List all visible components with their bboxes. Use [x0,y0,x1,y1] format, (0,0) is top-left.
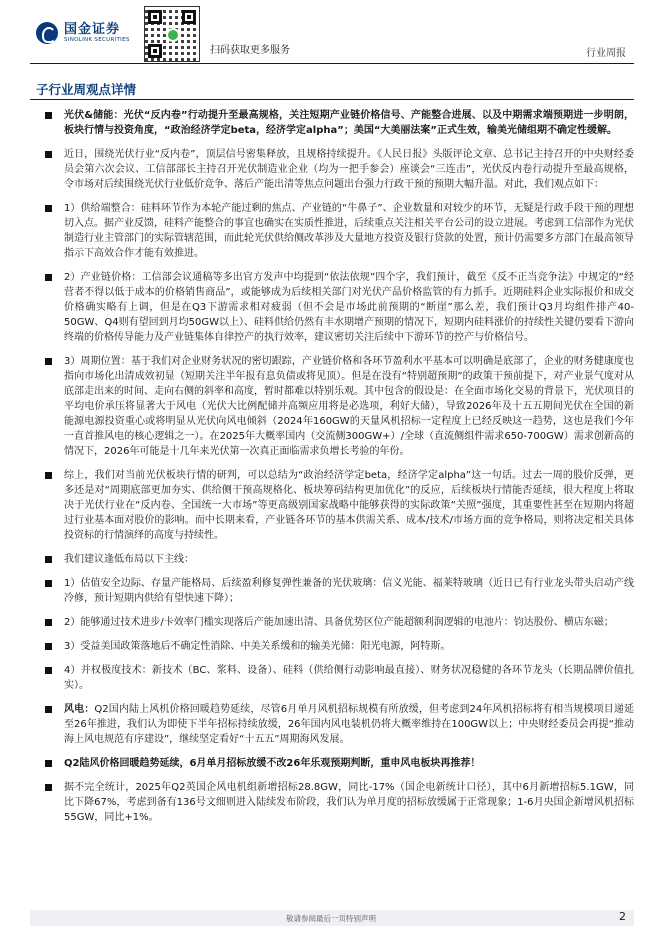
bullet-paragraph [44,639,634,654]
square-bullet-icon [45,667,52,674]
bullet-paragraph [44,552,634,567]
logo-name-cn: 国金证券 [64,22,121,37]
wechat-mini-program-icon [166,28,180,42]
paragraph-text: 2）能够通过技术进步/卡效率门槛实现落后产能加速出清、具备优势区位产能超额利润逻辑的电池片：钧达股份、横店东磁； [64,617,614,628]
square-bullet-icon [45,580,52,587]
paragraph-text: Q2陆风价格回暖趋势延续，6月单月招标放缓不改26年乐观预期判断，重申风电板块再推荐！ [64,758,481,769]
square-bullet-icon [45,205,52,212]
square-bullet-icon [45,556,52,563]
scan-prompt: 扫码获取更多服务 [210,45,290,56]
square-bullet-icon [45,151,52,158]
report-body [44,108,634,834]
page-footer [0,902,662,936]
paragraph-text: 3）受益美国政策落地后不确定性消除、中美关系缓和的输美光储：阳光电源，阿特斯。 [64,641,451,652]
footer-disclaimer: 敬请参阅最后一页特别声明 [286,914,376,923]
page-number: 2 [619,910,626,923]
logo-name-en: SINOLINK SECURITIES [64,37,130,43]
square-bullet-icon [45,472,52,479]
report-type-label: 行业周报 [586,48,626,59]
bullet-paragraph [44,468,634,543]
bullet-paragraph [44,780,634,825]
square-bullet-icon [45,112,52,119]
paragraph-text: 我们建议逢低布局以下主线： [64,554,194,565]
bullet-paragraph [44,108,634,138]
bullet-paragraph [44,354,634,459]
paragraph-text: 1）估值安全边际、存量产能格局、后续盈利修复弹性兼备的光伏玻璃：信义光能、福莱特玻璃（近日已有行业龙头带头启动产线冷修，预计短期内供给有望快速下降）； [64,578,634,604]
bullet-paragraph [44,147,634,192]
square-bullet-icon [45,784,52,791]
paragraph-text: 2）产业链价格：工信部会议通稿等多出官方发声中均提到“依法依规”四个字，我们预计，截至《反不正当竞争法》中规定的“经营者不得以低于成本的价格销售商品”，或能够成为后续相关部门对光伏产品价格监管的有力抓手。近期硅料企业实际报价和成交价格确实略有上调，但是在Q3下游需求相对疲弱（但不会是市场此前预期的“断崖”那么差，我们预计Q3月均组件排产40-50GW、Q4则有望回到月均50GW以上）、硅料供给仍然有丰水期增产预期的情况下，短期内硅料涨价的持续性关键仍要看下游向终端的价格传导能力及产业链集体自律控产的执行效率，建议密切关注后续中下游环节的控产与价格信号。 [64,272,634,343]
paragraph-text: 3）周期位置：基于我们对企业财务状况的密切跟踪，产业链价格和各环节盈利水平基本可以明确是底部了，企业的财务健康度也指向市场化出清成效初显（短期关注半年报有息负债或将见顶）。但是在没有“特别超预期”的政策干预前提下，对产业景气度对从底部走出来的时间、走向右侧的斜率和高度，暂时都难以特别乐观。其中包含的假设是：在全面市场化交易的背景下，光伏项目的平均电价承压将显著大于风电（光伏大比例配储并高频应用将是必选项，利好大储），导致2026年及十五五期间光伏在全国的新能源电源投资重心或将明显从光伏向风电倾斜（2024年160GW的天量风机招标一定程度上已经反映这一趋势，这也是我们今年一直首推风电的核心逻辑之一）。在2025年大概率国内（交流侧300GW+）/全球（直流侧组件需求650-700GW）需求创新高的情况下，2026年可能是十几年来光伏第一次真正面临需求负增长考验的年份。 [64,356,634,457]
header-divider [30,63,634,64]
paragraph-text: Q2国内陆上风机价格回暖趋势延续，尽管6月单月风机招标规模有所放缓，但考虑到24年风机招标将有相当规模项目递延至26年推进，我们认为即使下半年招标持续放缓，26年国内风电装机仍将大概率维持在100GW以上；中央财经委员会再提“推动海上风电规范有序建设”，继续坚定看好“十五五”周期海风发展。 [64,704,635,745]
bullet-paragraph [44,702,634,747]
square-bullet-icon [45,706,52,713]
section-title: 子行业周观点详情 [36,82,137,97]
paragraph-text: 1）供给端整合：硅料环节作为本轮产能过剩的焦点、产业链的“牛鼻子”、企业数量和对较少的环节，无疑是行政手段干预的理想切入点。据产业反馈，硅料产能整合的事宜也确实在实质性推进，后续重点关注相关平台公司的设立进展。考虑到工信部作为光伏制造行业主管部门的实际管辖范围，而此轮光伏供给侧改革涉及大量地方投资及银行贷款的处置，预计仍需要多方部门在最高领导指示下高效合作才能有效推进。 [64,203,634,259]
square-bullet-icon [45,760,52,767]
paragraph-text: 据不完全统计，2025年Q2英国企风电机组新增招标28.8GW，同比-17%（国企电新统计口径），其中6月新增招标5.1GW，同比下降67%，考虑到备有136号文细则进入陆续发布阶段，我们认为单月度的招标放缓属于正常现象；1-6月央国企新增风机招标55GW，同比+1%。 [64,782,634,823]
paragraph-text: 4）并权极度技术：新技术（BC、浆料、设备）、硅料（供给侧行动影响最直接）、财务状况稳健的各环节龙头（长期品牌价值扎实）。 [64,665,634,691]
page-header [0,0,662,72]
bullet-paragraph [44,663,634,693]
square-bullet-icon [45,358,52,365]
bullet-paragraph [44,756,634,771]
section-divider [30,99,634,100]
bullet-paragraph [44,576,634,606]
bullet-paragraph [44,615,634,630]
paragraph-text: 光伏&储能：光伏“反内卷”行动提升至最高规格，关注短期产业链价格信号、产能整合进展、以及中期需求端预期进一步明朗，板块行情与投资角度，“政治经济学定beta，经济学定alpha”；美国“大美丽法案”正式生效，输美光储组期不确定性缓解。 [64,110,634,136]
square-bullet-icon [45,619,52,626]
paragraph-text: 近日，围绕光伏行业“反内卷”，顶层信号密集释放，且规格持续提升。《人民日报》头版评论文章、总书记主持召开的中央财经委员会第六次会议、工信部部长主持召开光伏制造业企业（均为一把手参会）座谈会“三连击”，光伏反内卷行动提升至最高规格，令市场对后续围绕光伏行业低价竞争、落后产能出清等焦点问题出台强力行政干预的预期大幅升温。对此，我们观点如下： [64,149,634,190]
qr-code-icon[interactable] [144,6,200,62]
paragraph-text: 综上，我们对当前光伏板块行情的研判，可以总结为“政治经济学定beta，经济学定alpha”这一句话。过去一周的股价反弹，更多还是对“周期底部更加夯实、供给侧干预高规格化、板块筹码结构更加优化”的反应，后续板块行情能否延续，很大程度上将取决于光伏行业在“反内卷、全国统一大市场”等更高级别国家战略中能够获得的实际政策“关照”强度，其重要性甚至在短期内将超过行业基本面对股价的影响。而中长期来看，产业链各环节的基本供需关系、成本/技术/市场方面的竞争格局，则将决定相关具体投资标的行情演绎的高度与持续性。 [64,470,634,541]
square-bullet-icon [45,643,52,650]
company-logo [36,22,130,44]
bullet-paragraph [44,201,634,261]
bullet-paragraph [44,270,634,345]
paragraph-lead: 风电： [64,704,95,715]
square-bullet-icon [45,274,52,281]
logo-icon [36,22,58,44]
